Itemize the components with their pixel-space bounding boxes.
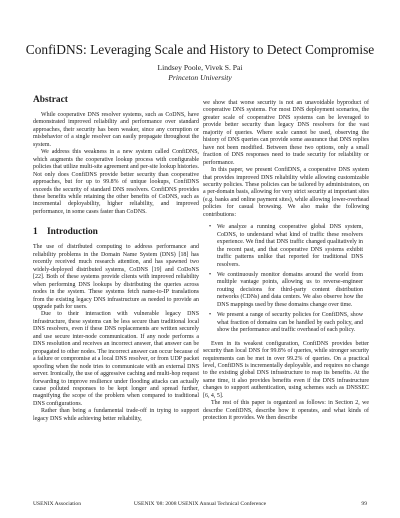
footer-venue: USENIX Association (33, 501, 82, 507)
bullet-icon: • (209, 224, 212, 231)
right-column (203, 100, 369, 423)
right-paragraph-4: The rest of this paper is organized as follows: in Section 2, we describe ConfiDNS, describe how it operates, and what kinds of protection it provides. We then describe (203, 400, 369, 422)
left-column (33, 94, 199, 423)
list-item (203, 272, 369, 309)
list-item-text: We present a range of security policies for ConfiDNS, show what fraction of domains can be handled by each policy, and show the performance and traffic overhead of each policy. (217, 312, 363, 334)
bullet-icon: • (209, 271, 212, 278)
right-paragraph-2: In this paper, we present ConfiDNS, a cooperative DNS system that provides improved DNS reliability while allowing customizable security policies. These policies can be tailored by administrators, on a per-domain basis, allowing for very strict security at important sites (e.g. banks and online payment sites), while allowing lower-overhead policies for casual browsing. We also make the following contributions: (203, 167, 369, 218)
right-paragraph-3: Even in its weakest configuration, ConfiDNS provides better security than local DNS for 99.8% of queries, while stronger security requirements can be met in over 99.2% of queries. On a practical level, ConfiDNS is incrementally deployable, and requires no change to the existing global DNS infrastructure to reap its benefits. At the same time, it also provides benefits even if the DNS infrastructure changes to support authentication, using schemes such as DNSSEC [6, 4, 5]. (203, 340, 369, 399)
intro-paragraph-2: Due to their interaction with vulnerable legacy DNS infrastructure, these systems can be less secure than traditional local DNS resolvers, even if these DNS replacements are written securely and use secure inter-node communication. If any node performs a DNS resolution and receives an incorrect answer, that answer can be propagated to other nodes. The incorrect answer can occur because of a failure or compromise at a local DNS resolver, or from UDP packet spoofing when the node tries to communicate with an external DNS server. Ironically, the use of aggressive caching and multi-hop request forwarding to improve resilience under flooding attacks can actually cause polluted responses to be kept longer and spread further, magnifying the scope of the problem when compared to traditional DNS configurations. (33, 311, 199, 407)
list-item-text: We continuously monitor domains around the world from multiple vantage points, allowing us to reverse-engineer routing decisions for third-party content distribution networks (CDNs) and data centers. We also observe how the DNS mappings used by these domains change over time. (217, 271, 363, 308)
abstract-paragraph-1: While cooperative DNS resolver systems, such as CoDNS, have demonstrated improved reliability and performance over standard approaches, their security has been weaker, since any corruption or misbehavior of a single resolver can easily propagate throughout the system. (33, 112, 199, 148)
paper-authors: Lindsey Poole, Vivek S. Pai (157, 63, 243, 72)
introduction-heading (33, 226, 199, 238)
right-paragraph-1: we show that worse security is not an unavoidable byproduct of cooperative DNS systems. For most DNS deployment scenarios, the greater scale of cooperative DNS systems can be leveraged to provide better security than legacy DNS resolvers for the vast majority of queries. Where scale cannot be used, observing the history of DNS queries can provide some assurance that DNS replies have not been modified. Between these two options, only a small fraction of DNS responses need to trade security for reliability or performance. (203, 100, 369, 166)
paper-affiliation: Princeton University (168, 73, 232, 82)
intro-paragraph-1: The use of distributed computing to address performance and reliability problems in the Domain Name System (DNS) [18] has recently received much research attention, and has spawned two widely-deployed distributed systems, CoDNS [19] and CoDoNS [22]. Both of these systems provide clients with improved reliability when performing DNS lookups by distributing the queries across nodes in the system. These systems fetch name-to-IP translations from the existing legacy DNS infrastructure as needed to provide an upgrade path for users. (33, 244, 199, 310)
contributions-list (203, 224, 369, 334)
abstract-paragraph-2: We address this weakness in a new system called ConfiDNS, which augments the cooperative lookup process with configurable policies that utilize multi-site agreement and per-site lookup histories. Not only does ConfiDNS provide better security than cooperative approaches, but for up to 99.8% of unique lookups, ConfiDNS exceeds the security of standard DNS resolvers. ConfiDNS provides these benefits while retaining the other benefits of CoDNS, such as incremental deployability, higher reliability, and improved performance, in some cases faster than CoDNS. (33, 149, 199, 215)
list-item (203, 312, 369, 334)
section-title: Introduction (47, 227, 98, 238)
page-footer (33, 500, 367, 509)
bullet-icon: • (209, 312, 212, 319)
list-item (203, 224, 369, 269)
section-number: 1 (33, 227, 38, 238)
page-number: 99 (361, 501, 367, 507)
abstract-heading: Abstract (33, 95, 68, 105)
footer-conference: USENIX '08: 2008 USENIX Annual Technical Conference (133, 501, 267, 507)
paper-title: ConfiDNS: Leveraging Scale and History to Detect Compromise (25, 42, 375, 57)
list-item-text: We analyze a running cooperative global DNS system, CoDNS, to understand what kind of traffic these resolvers experience. We find that DNS traffic changed qualitatively in the recent past, and that cooperative DNS systems exhibit traffic patterns unlike that reported for traditional DNS resolvers. (217, 224, 363, 268)
intro-paragraph-3: Rather than being a fundamental trade-off in trying to support legacy DNS while achieving better reliability, (33, 408, 199, 422)
